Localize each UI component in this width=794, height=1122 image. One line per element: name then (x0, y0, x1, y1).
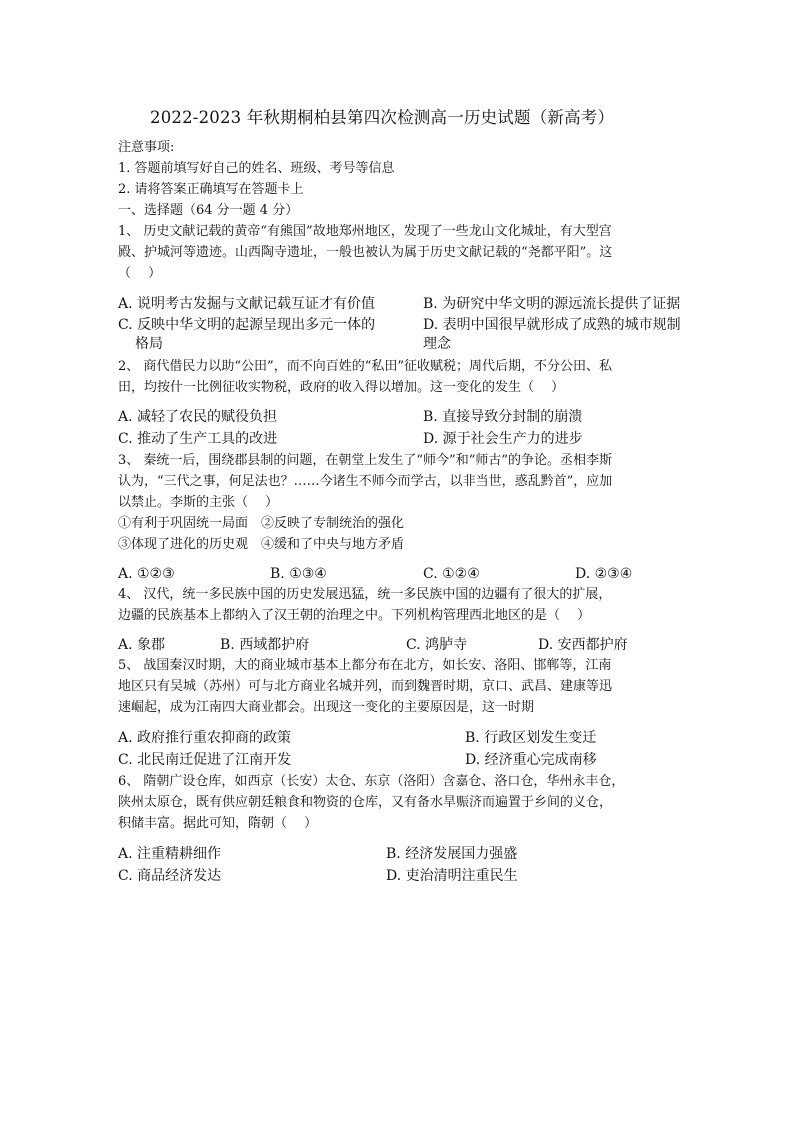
q4-option-d: D. 安西都护府 (538, 637, 628, 653)
q3-text-line-2: 认为，“三代之事，何足法也？……今诸生不师今而学古，以非当世，惑乱黔首”，应加 (118, 474, 613, 489)
q4-text-line-2: 边疆的民族基本上都纳入了汉王朝的治理之中。下列机构管理西北地区的是（ ） (118, 608, 591, 623)
q2-option-c: C. 推动了生产工具的改进 (118, 431, 278, 447)
q3-statement-1: ①有利于巩固统一局面 ②反映了专制统治的强化 (118, 516, 405, 531)
q3-option-b: B. ①③④ (270, 566, 327, 582)
notice-heading: 注意事项: (118, 140, 175, 155)
q3-statement-2: ③体现了进化的历史观 ④缓和了中央与地方矛盾 (118, 537, 405, 552)
q1-option-c-cont: 格局 (135, 336, 163, 352)
q1-option-c: C. 反映中华文明的起源呈现出多元一体的 (118, 317, 376, 333)
q4-text-line-1: 4、 汉代，统一多民族中国的历史发展迅猛，统一多民族中国的边疆有了很大的扩展， (118, 587, 612, 602)
q5-text-line-2: 地区只有吴城（苏州）可与北方商业名城并列，而到魏晋时期，京口、武昌、建康等迅 (118, 679, 613, 694)
q6-option-b: B. 经济发展国力强盛 (386, 846, 518, 862)
q5-option-d: D. 经济重心完成南移 (465, 752, 597, 768)
q2-option-b: B. 直接导致分封制的崩溃 (423, 409, 583, 425)
q3-option-a: A. ①②③ (118, 566, 175, 582)
page-title: 2022-2023 年秋期桐柏县第四次检测高一历史试题（新高考） (150, 108, 615, 127)
q5-option-b: B. 行政区划发生变迁 (465, 730, 597, 746)
q1-option-d: D. 表明中国很早就形成了成熟的城市规制 (423, 317, 681, 333)
q6-option-a: A. 注重精耕细作 (118, 846, 222, 862)
q1-option-a: A. 说明考古发掘与文献记载互证才有价值 (118, 296, 376, 312)
q3-text-line-1: 3、 秦统一后，围绕郡县制的问题，在朝堂上发生了“师今”和“师古”的争论。丞相李斯 (118, 453, 612, 468)
q6-text-line-2: 陕州太原仓，既有供应朝廷粮食和物资的仓库，又有备水旱赈济而遍置于乡间的义仓， (118, 795, 613, 810)
q1-option-d-cont: 理念 (423, 336, 451, 352)
q1-option-b: B. 为研究中华文明的源远流长提供了证据 (423, 296, 681, 312)
section-heading: 一、选择题（64 分一题 4 分） (118, 203, 299, 218)
q4-option-c: C. 鸿胪寺 (406, 637, 468, 653)
q5-option-a: A. 政府推行重农抑商的政策 (118, 730, 292, 746)
q2-option-d: D. 源于社会生产力的进步 (423, 431, 583, 447)
q4-option-a: A. 象郡 (118, 637, 166, 653)
q1-text-line-2: 殿、护城河等遗迹。山西陶寺遗址，一般也被认为属于历史文献记载的“尧都平阳”。这 (118, 245, 613, 260)
q5-text-line-1: 5、 战国秦汉时期，大的商业城市基本上都分布在北方，如长安、洛阳、邯郸等，江南 (118, 658, 612, 673)
q5-option-c: C. 北民南迁促进了江南开发 (118, 752, 292, 768)
q3-option-c: C. ①②④ (423, 566, 480, 582)
q2-text-line-1: 2、 商代借民力以助“公田”，而不向百姓的“私田”征收赋税；周代后期，不分公田、私 (118, 359, 612, 374)
q1-text-line-1: 1、 历史文献记载的黄帝“有熊国”故地郑州地区，发现了一些龙山文化城址，有大型宫 (118, 224, 612, 239)
q4-option-b: B. 西域都护府 (220, 637, 310, 653)
q5-text-line-3: 速崛起，成为江南四大商业都会。出现这一变化的主要原因是，这一时期 (118, 700, 535, 715)
q3-text-line-3: 以禁止。李斯的主张（ ） (118, 495, 279, 510)
q2-option-a: A. 减轻了农民的赋役负担 (118, 409, 278, 425)
q3-option-d: D. ②③④ (575, 566, 633, 582)
q6-text-line-1: 6、 隋朝广设仓库，如西京（长安）太仓、东京（洛阳）含嘉仓、洛口仓，华州永丰仓， (118, 774, 625, 789)
q6-option-c: C. 商品经济发达 (118, 868, 222, 884)
notice-item-2: 2. 请将答案正确填写在答题卡上 (118, 182, 304, 197)
q6-option-d: D. 吏治清明注重民生 (386, 868, 518, 884)
q2-text-line-2: 田，均按什一比例征收实物税，政府的收入得以增加。这一变化的发生（ ） (118, 380, 565, 395)
q1-text-line-3: （ ） (118, 266, 162, 281)
notice-item-1: 1. 答题前填写好自己的姓名、班级、考号等信息 (118, 161, 395, 176)
q6-text-line-3: 积储丰富。据此可知，隋朝（ ） (118, 816, 318, 831)
